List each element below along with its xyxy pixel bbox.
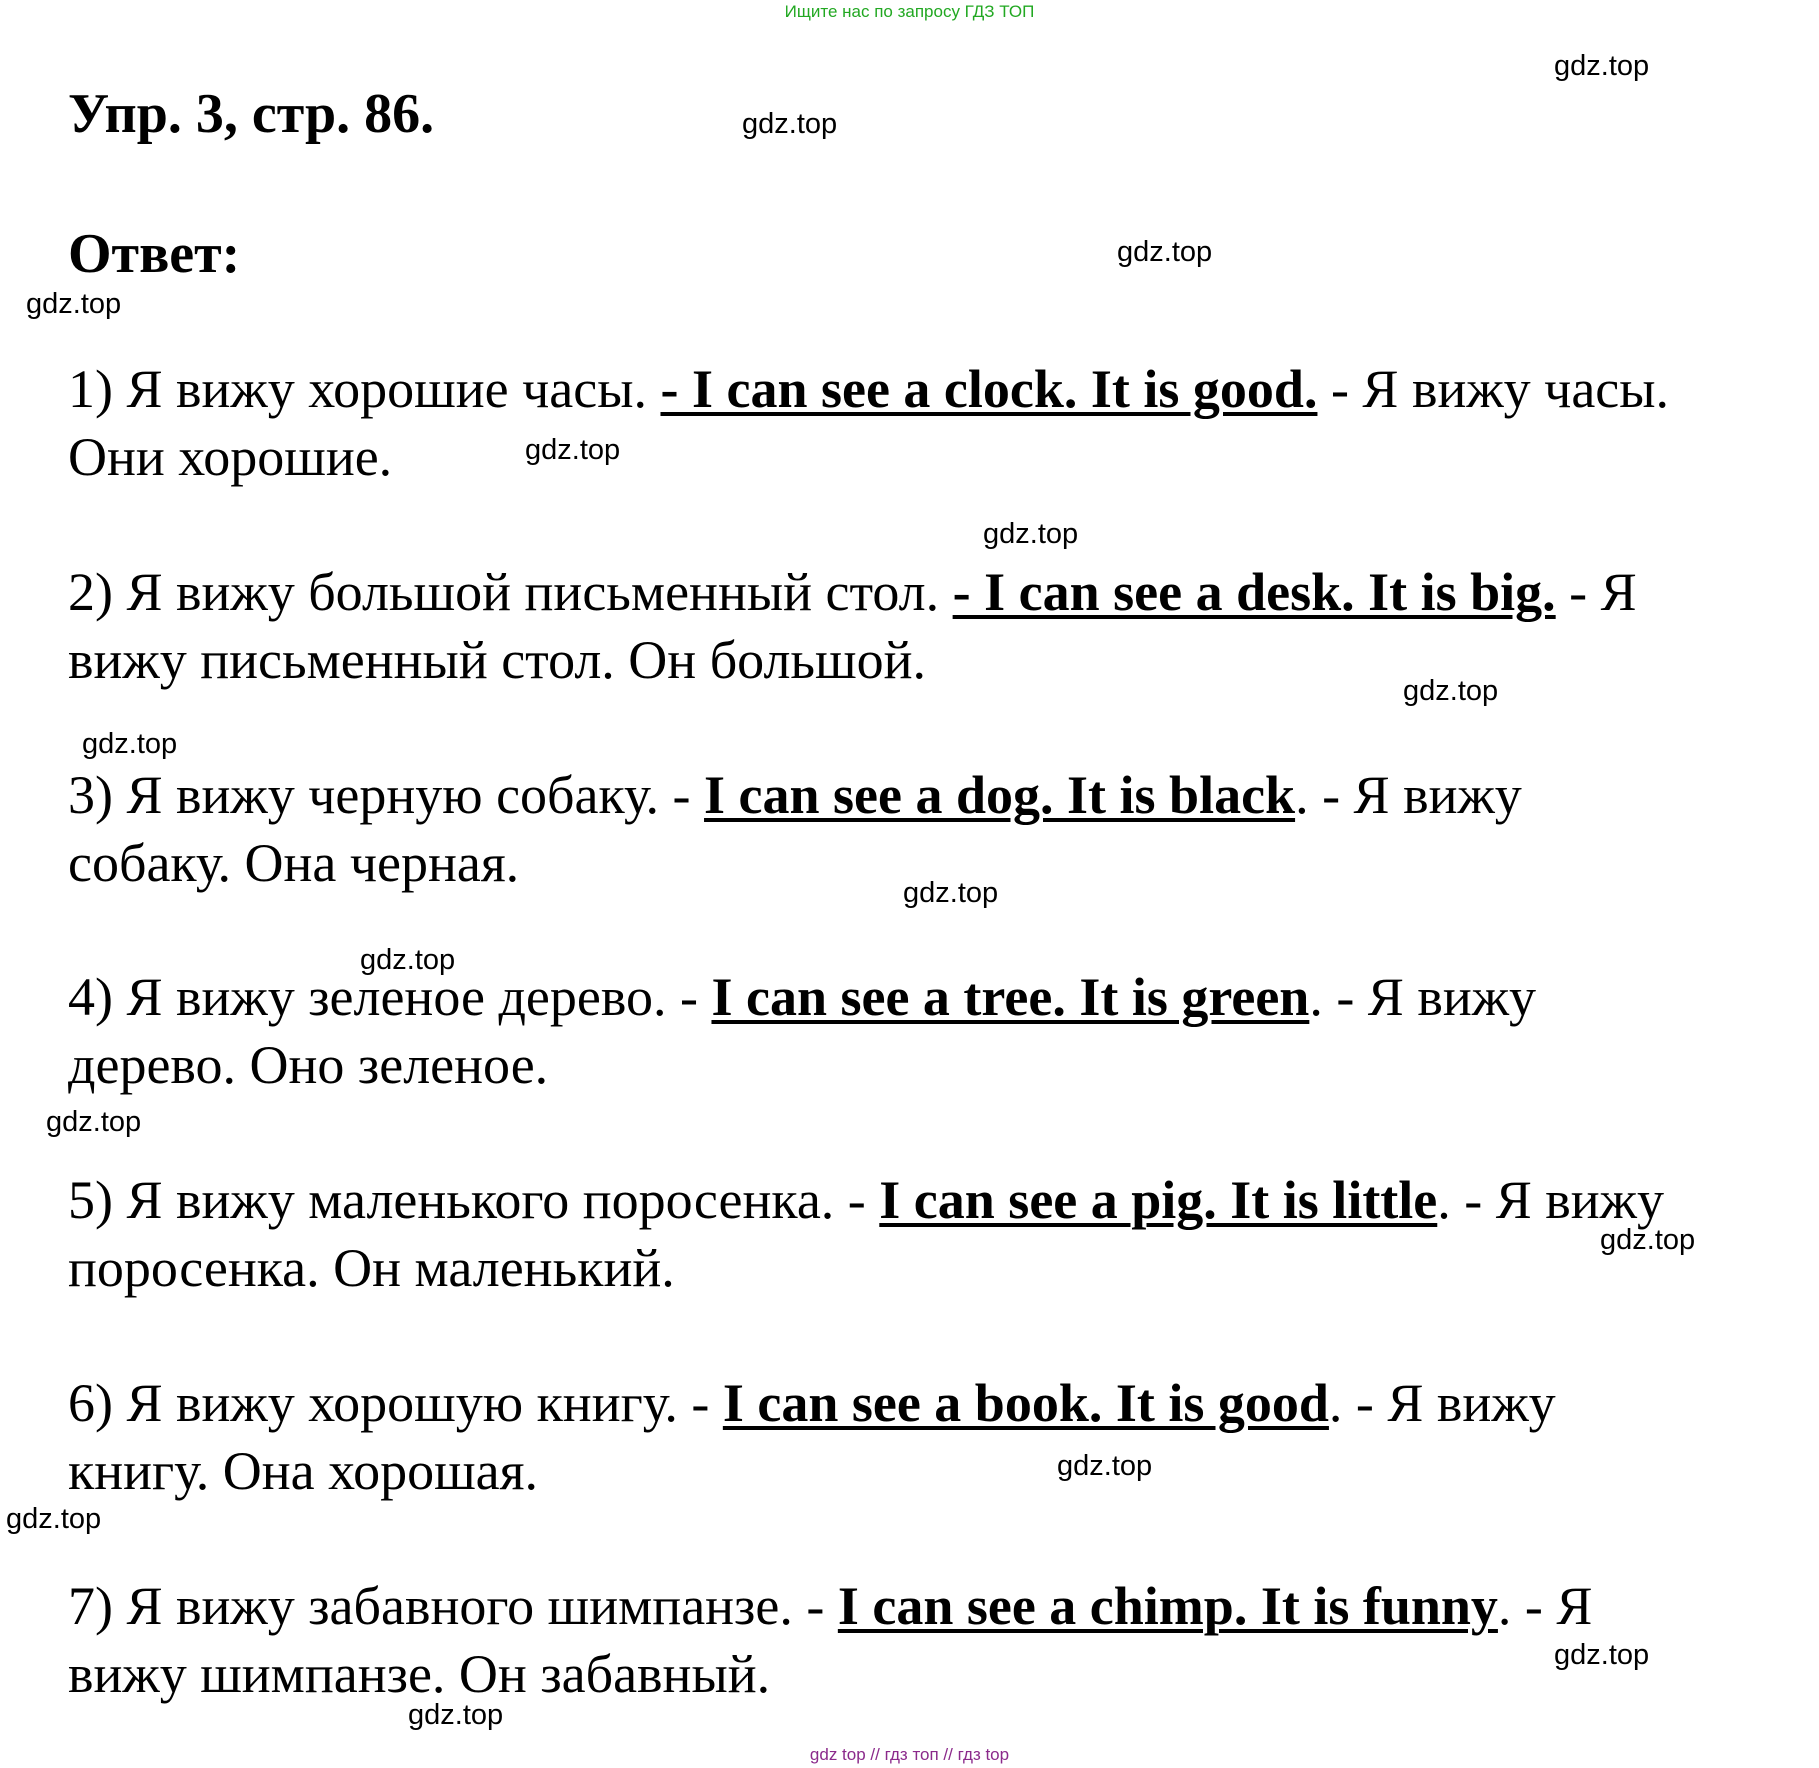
russian-text: . - Я вижу [1295,765,1522,825]
watermark: gdz.top [742,108,838,140]
answer-item-7 [68,1572,1808,1708]
answer-item-7-line-2: вижу шимпанзе. Он забавный. [68,1644,771,1704]
answer-item-2-line-2: вижу письменный стол. Он большой. [68,630,927,690]
watermark: gdz.top [1117,236,1213,268]
answer-item-5-line-1 [68,1166,1808,1234]
watermark: gdz.top [360,944,456,976]
russian-text: 1) Я вижу хорошие часы. [68,359,661,419]
answer-item-4-line-2: дерево. Оно зеленое. [68,1035,549,1095]
russian-text: 7) Я вижу забавного шимпанзе. - [68,1576,838,1636]
russian-text: 4) Я вижу зеленое дерево. - [68,967,712,1027]
answer-item-2 [68,558,1808,694]
watermark: gdz.top [983,518,1079,550]
russian-text: 3) Я вижу черную собаку. - [68,765,705,825]
answer-item-1 [68,355,1808,491]
answer-item-1-line-2: Они хорошие. [68,427,393,487]
watermark: gdz.top [82,728,178,760]
watermark: gdz.top [1057,1450,1153,1482]
english-answer: I can see a pig. It is little [879,1170,1438,1230]
russian-text: 6) Я вижу хорошую книгу. - [68,1373,723,1433]
english-answer: I can see a dog. It is black [704,765,1296,825]
page-title: Упр. 3, стр. 86. [68,83,435,145]
footer-banner: gdz top // гдз топ // гдз top [809,1745,1010,1764]
watermark: gdz.top [1554,1639,1650,1671]
english-answer: I can see a tree. It is green [711,967,1310,1027]
answer-item-6-line-1 [68,1369,1808,1437]
russian-text: 2) Я вижу большой письменный стол. [68,562,953,622]
answer-item-3-line-1 [68,761,1808,829]
answer-item-5 [68,1166,1808,1302]
russian-text: . - Я вижу [1309,967,1537,1027]
russian-text: - Я вижу часы. [1317,359,1670,419]
watermark: gdz.top [525,434,621,466]
watermark: gdz.top [408,1699,504,1731]
english-answer: I can see a chimp. It is funny [837,1576,1498,1636]
watermark: gdz.top [903,877,999,909]
watermark: gdz.top [1600,1224,1696,1256]
russian-text: . - Я [1497,1576,1593,1636]
russian-text: . - Я вижу [1328,1373,1556,1433]
answer-item-4-line-1 [68,963,1808,1031]
answer-item-5-line-2: поросенка. Он маленький. [68,1238,675,1298]
top-banner: Ищите нас по запросу ГДЗ ТОП [784,2,1035,21]
watermark: gdz.top [26,288,122,320]
answer-heading: Ответ: [68,223,241,285]
russian-text: . - Я вижу [1437,1170,1664,1230]
answer-item-6 [68,1369,1808,1505]
watermark: gdz.top [1403,675,1499,707]
russian-text: 5) Я вижу маленького поросенка. - [68,1170,880,1230]
russian-text: - Я [1555,562,1637,622]
english-answer: - I can see a clock. It is good. [660,359,1318,419]
answer-item-7-line-1 [68,1572,1808,1640]
answer-item-1-line-1 [68,355,1808,423]
answer-item-2-line-1 [68,558,1808,626]
answer-item-4 [68,963,1808,1099]
english-answer: - I can see a desk. It is big. [952,562,1556,622]
watermark: gdz.top [46,1106,142,1138]
watermark: gdz.top [6,1503,102,1535]
english-answer: I can see a book. It is good [722,1373,1329,1433]
answer-item-6-line-2: книгу. Она хорошая. [68,1441,538,1501]
answer-item-3-line-2: собаку. Она черная. [68,833,520,893]
watermark: gdz.top [1554,50,1650,82]
